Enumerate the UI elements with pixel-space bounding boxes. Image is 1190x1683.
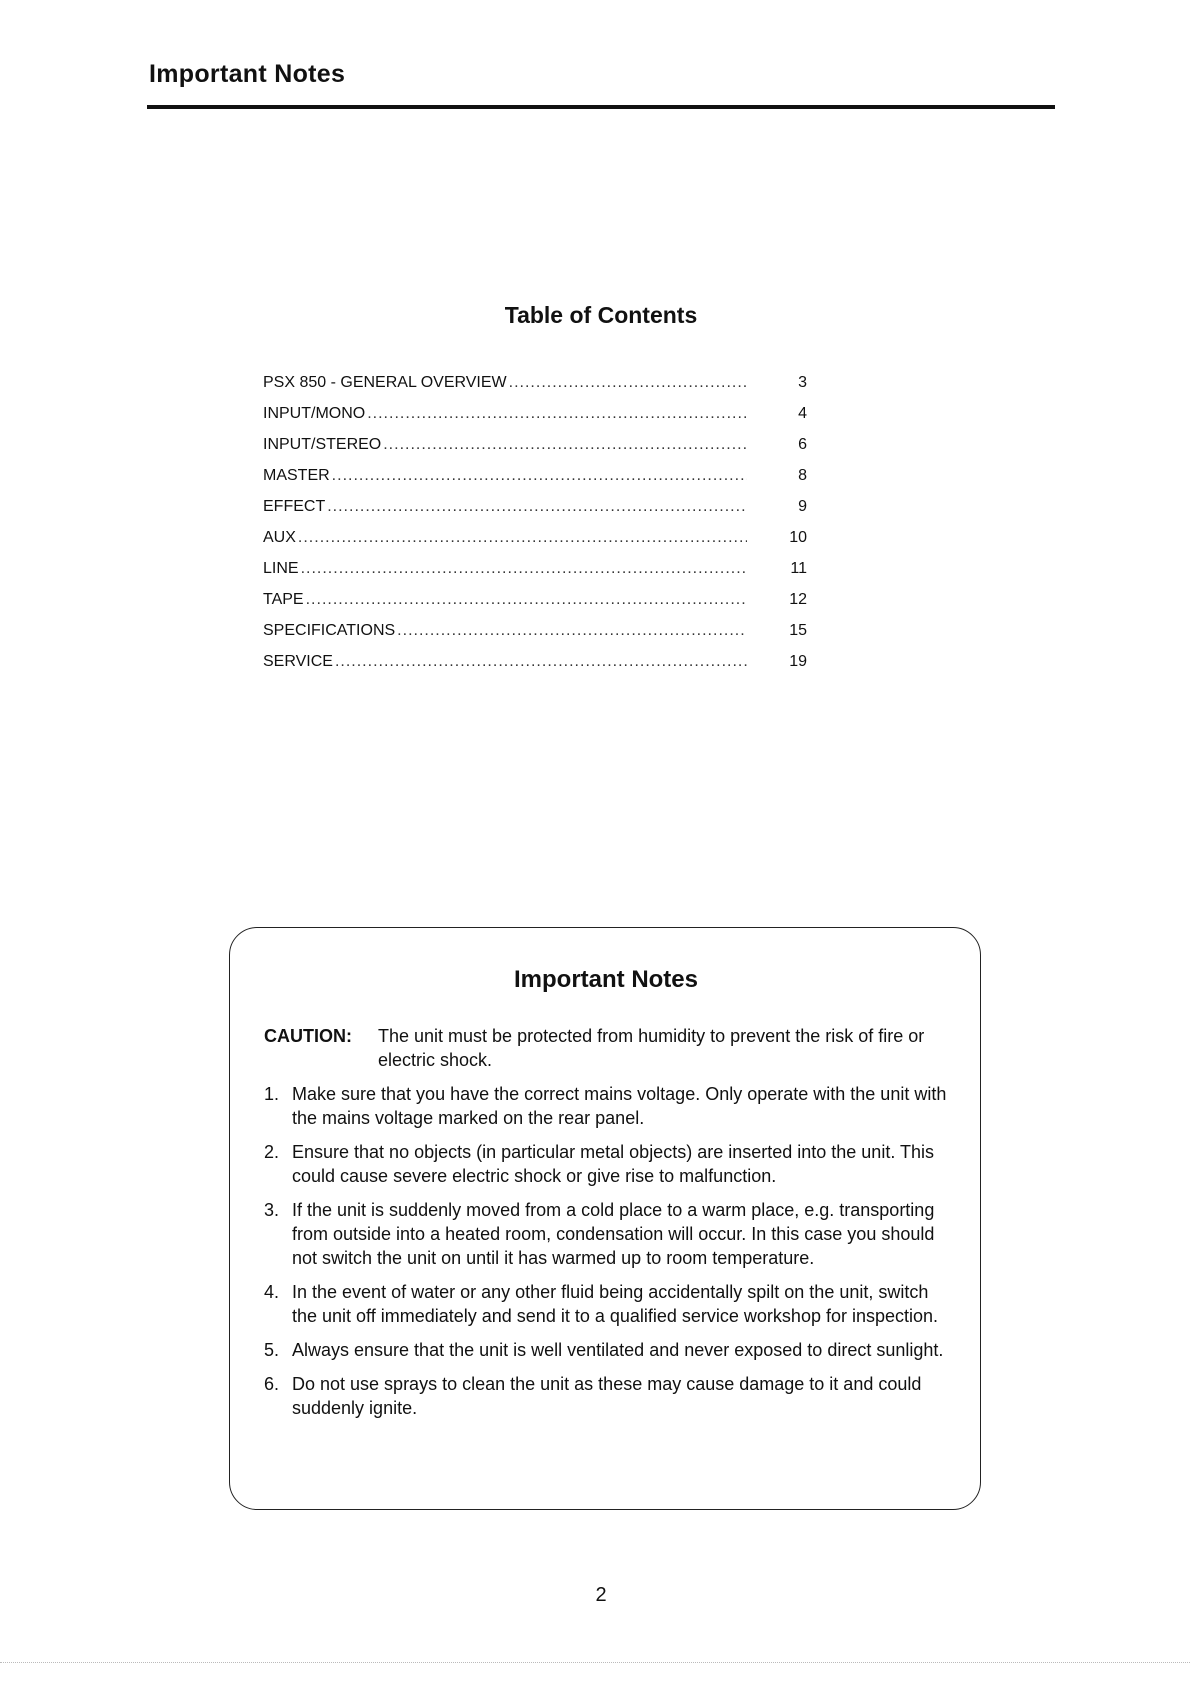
toc-entry-label: AUX — [263, 529, 296, 546]
note-number: 1. — [264, 1084, 280, 1104]
toc-entry — [263, 622, 813, 653]
caution-label: CAUTION: — [264, 1026, 352, 1046]
toc-entry — [263, 405, 813, 436]
toc-leader-dots — [327, 498, 747, 516]
toc-entry-page: 15 — [789, 622, 807, 639]
toc-entry — [263, 374, 813, 405]
toc-entry — [263, 653, 813, 684]
note-number: 4. — [264, 1282, 280, 1302]
important-notes-box — [229, 927, 981, 1510]
toc-entry-page: 12 — [789, 591, 807, 608]
toc-entry — [263, 529, 813, 560]
page-number: 2 — [595, 1584, 607, 1606]
note-text: Make sure that you have the correct mains voltage. Only operate with the unit with the mains voltage marked on the rear panel. — [292, 1084, 947, 1128]
bottom-divider — [0, 1662, 1190, 1664]
note-number: 6. — [264, 1374, 280, 1394]
toc-title: Table of Contents — [504, 302, 698, 328]
toc-leader-dots — [509, 374, 747, 392]
note-item — [264, 1082, 950, 1130]
note-text: Ensure that no objects (in particular metal objects) are inserted into the unit. This could cause severe electric shock or give rise to malfunction. — [292, 1142, 934, 1186]
note-text: Always ensure that the unit is well ventilated and never exposed to direct sunlight. — [292, 1340, 944, 1360]
page-header-title: Important Notes — [149, 60, 346, 88]
toc-entry-page: 10 — [789, 529, 807, 546]
toc-entry-label: TAPE — [263, 591, 304, 608]
note-item — [264, 1372, 950, 1420]
note-text: Do not use sprays to clean the unit as these may cause damage to it and could suddenly ignite. — [292, 1374, 922, 1418]
note-number: 5. — [264, 1340, 280, 1360]
toc-leader-dots — [397, 622, 747, 640]
note-item — [264, 1280, 950, 1328]
note-text: In the event of water or any other fluid being accidentally spilt on the unit, switch the unit off immediately and send it to a qualified service workshop for inspection. — [292, 1282, 939, 1326]
header-divider — [147, 105, 1055, 109]
toc-entry-page: 3 — [798, 374, 807, 391]
toc-entry-page: 8 — [798, 467, 807, 484]
toc-leader-dots — [298, 529, 747, 547]
note-item — [264, 1140, 950, 1188]
toc-leader-dots — [332, 467, 747, 485]
note-item — [264, 1198, 950, 1270]
toc-entry-page: 19 — [789, 653, 807, 670]
note-number: 2. — [264, 1142, 280, 1162]
toc-leader-dots — [367, 405, 747, 423]
toc-entry-label: LINE — [263, 560, 299, 577]
notes-box-title: Important Notes — [513, 966, 698, 993]
toc-entry-label: SPECIFICATIONS — [263, 622, 396, 639]
toc-entry-label: INPUT/STEREO — [263, 436, 382, 453]
toc-entry-page: 4 — [798, 405, 807, 422]
toc-entry-label: INPUT/MONO — [263, 405, 366, 422]
caution-text: The unit must be protected from humidity to prevent the risk of fire or electric shock. — [378, 1026, 925, 1070]
toc-entry-label: SERVICE — [263, 653, 333, 670]
toc-entry-label: PSX 850 - GENERAL OVERVIEW — [263, 374, 507, 391]
notes-list — [264, 1082, 950, 1430]
toc-entry-label: EFFECT — [263, 498, 326, 515]
toc-entry — [263, 560, 813, 591]
toc-entry-page: 6 — [798, 436, 807, 453]
note-number: 3. — [264, 1200, 280, 1220]
toc-entry-label: MASTER — [263, 467, 330, 484]
toc-entry-page: 9 — [798, 498, 807, 515]
toc-leader-dots — [301, 560, 747, 578]
toc-entry-page: 11 — [790, 560, 807, 577]
toc-entry — [263, 436, 813, 467]
toc-leader-dots — [383, 436, 747, 454]
toc-leader-dots — [306, 591, 747, 609]
table-of-contents — [263, 374, 813, 684]
note-text: If the unit is suddenly moved from a cold place to a warm place, e.g. transporting from outside into a heated room, condensation will occur. In this case you should not switch the unit on until it has warmed up to room temperature. — [292, 1200, 935, 1268]
toc-leader-dots — [335, 653, 747, 671]
note-item — [264, 1338, 950, 1362]
toc-entry — [263, 467, 813, 498]
toc-entry — [263, 591, 813, 622]
toc-entry — [263, 498, 813, 529]
